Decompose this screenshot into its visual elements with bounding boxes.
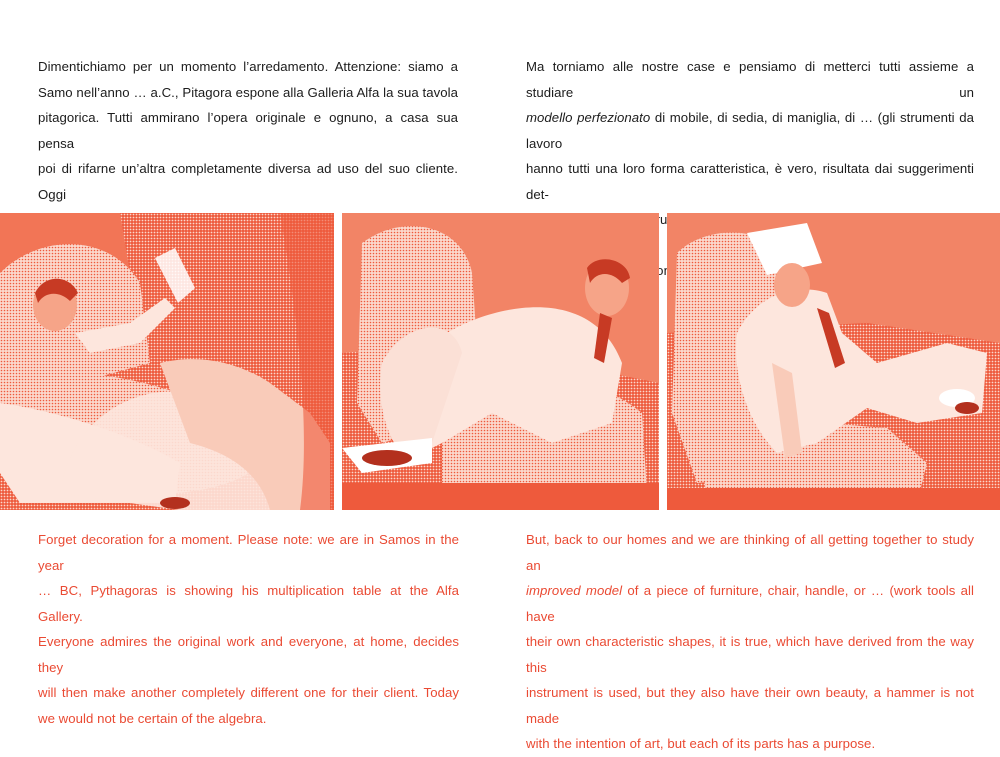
halftone-photo-icon [667,213,1000,510]
italian-text-left [38,54,458,233]
halftone-photo-icon [0,213,334,510]
text-line: will then make another completely different one for their client. Today [38,685,459,700]
text-line: instrument is used, but they also have their own beauty, a hammer is not made [526,685,974,726]
text-fragment: di mobile, di sedia, di maniglia, di … (gli strumenti da lavoro [526,110,974,151]
italic-phrase: improved model [526,583,623,598]
text-line-mixed [526,578,974,629]
text-line: hanno tutti una loro forma caratteristica, è vero, risultata dai suggerimenti det- [526,161,974,202]
man-reading-in-armchair-photo [0,213,334,510]
text-line: pitagorica. Tutti ammirano l’opera originale e ognuno, a casa sua pensa [38,110,458,151]
text-line: Everyone admires the original work and everyone, at home, decides they [38,634,459,675]
text-line-mixed [526,105,974,156]
text-line: … BC, Pythagoras is showing his multiplication table at the Alfa Gallery. [38,583,459,624]
text-line: their own characteristic shapes, it is true, which have derived from the way this [526,634,974,675]
text-line: poi di rifarne un’altra completamente diversa ad uso del suo cliente. Oggi [38,161,458,202]
halftone-photo-icon [342,213,659,510]
man-sleeping-with-paper-on-face-photo [667,213,1000,510]
text-line: we would not be certain of the algebra. [38,710,267,726]
text-line: Forget decoration for a moment. Please note: we are in Samos in the year [38,532,459,573]
text-line: Samo nell’anno … a.C., Pitagora espone alla Galleria Alfa la sua tavola [38,84,458,100]
man-dozing-in-armchair-photo [342,213,659,510]
text-fragment: of a piece of furniture, chair, handle, or … (work tools all have [526,583,974,624]
text-line: Dimentichiamo per un momento l’arredamento. Attenzione: siamo a [38,59,458,74]
english-text-left [38,527,459,731]
text-line: Ma torniamo alle nostre case e pensiamo di metterci tutti assieme a studiare un [526,59,974,100]
english-text-right [526,527,974,757]
text-line: But, back to our homes and we are thinking of all getting together to study an [526,532,974,573]
text-line: with the intention of art, but each of its parts has a purpose. [526,736,876,751]
italic-phrase: modello perfezionato [526,110,651,125]
